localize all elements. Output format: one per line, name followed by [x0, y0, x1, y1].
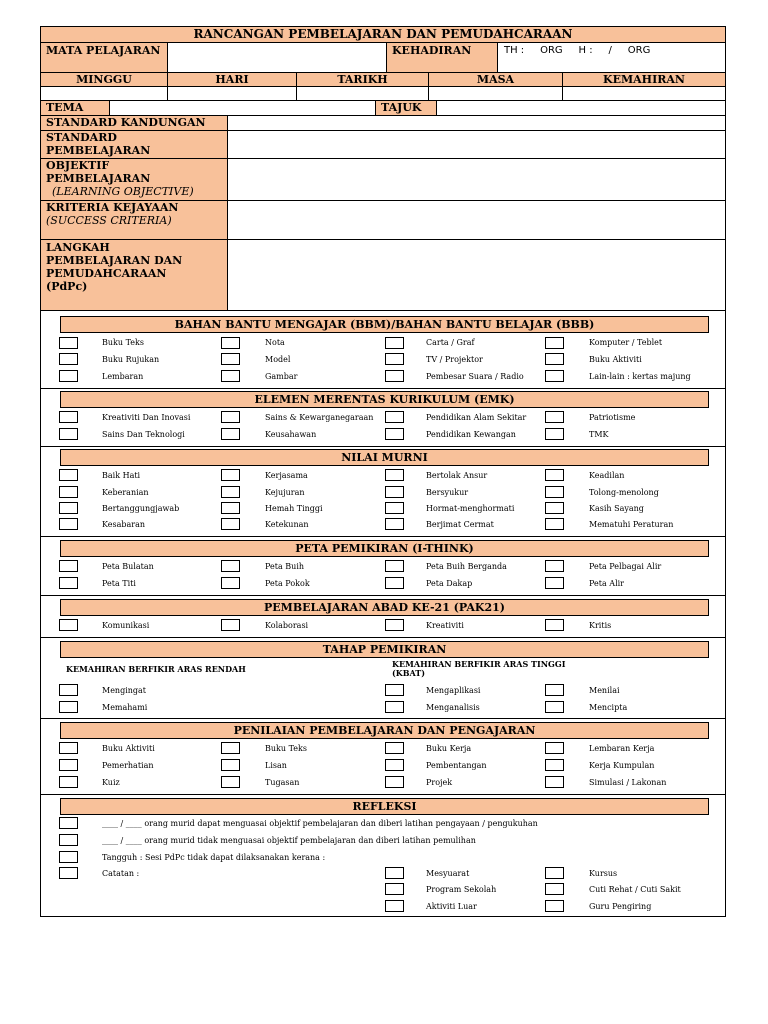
nilai-checkbox[interactable]	[545, 518, 564, 530]
penilaian-checkbox[interactable]	[59, 759, 78, 771]
emk-sains-kewarganegaraan-checkbox[interactable]	[221, 411, 240, 423]
objektif-field[interactable]	[227, 158, 726, 201]
pak21-item: Komunikasi	[102, 621, 150, 630]
standard-pembelajaran-label: STANDARD PEMBELAJARAN	[40, 130, 228, 159]
section-divider	[40, 536, 726, 537]
ithink-checkbox[interactable]	[59, 560, 78, 572]
catatan-label: Catatan :	[102, 869, 140, 878]
refleksi-checkbox[interactable]	[59, 867, 78, 879]
section-divider	[40, 446, 726, 447]
kbat-subheading: KEMAHIRAN BERFIKIR ARAS TINGGI (KBAT)	[392, 659, 566, 678]
penilaian-checkbox[interactable]	[545, 759, 564, 771]
refleksi-checkbox[interactable]	[59, 817, 78, 829]
penilaian-item: Projek	[426, 778, 453, 787]
penilaian-item: Lembaran Kerja	[589, 744, 655, 753]
nilai-checkbox[interactable]	[221, 502, 240, 514]
penilaian-checkbox[interactable]	[221, 742, 240, 754]
tahap-checkbox[interactable]	[385, 684, 404, 696]
bbm-item: Nota	[265, 338, 285, 347]
penilaian-item: Simulasi / Lakonan	[589, 778, 667, 787]
bbm-buku-rujukan-checkbox[interactable]	[59, 353, 78, 365]
penilaian-checkbox[interactable]	[221, 759, 240, 771]
penilaian-item: Pemerhatian	[102, 761, 154, 770]
bbm-item: Gambar	[265, 372, 298, 381]
ithink-item: Peta Buih	[265, 562, 305, 571]
ithink-item: Peta Pokok	[265, 579, 310, 588]
nilai-item: Kerjasama	[265, 471, 308, 480]
nilai-checkbox[interactable]	[385, 502, 404, 514]
emk-item: Keusahawan	[265, 430, 317, 439]
penilaian-checkbox[interactable]	[545, 742, 564, 754]
penilaian-title: PENILAIAN PEMBELAJARAN DAN PENGAJARAN	[60, 722, 709, 739]
langkah-label: LANGKAH PEMBELAJARAN DAN PEMUDAHCARAAN (PdPc)	[40, 239, 228, 311]
refleksi-line: ____ / ____ orang murid tidak menguasai objektif pembelajaran dan diberi latihan pemulihan	[102, 836, 476, 845]
standard-pembelajaran-field[interactable]	[227, 130, 726, 159]
bbm-komputer-checkbox[interactable]	[545, 337, 564, 349]
bbm-carta-checkbox[interactable]	[385, 337, 404, 349]
penilaian-item: Tugasan	[265, 778, 300, 787]
nilai-item: Baik Hati	[102, 471, 141, 480]
nilai-item: Bertolak Ansur	[426, 471, 488, 480]
emk-kreativiti-checkbox[interactable]	[59, 411, 78, 423]
emk-title: ELEMEN MERENTAS KURIKULUM (EMK)	[60, 391, 709, 408]
refleksi-checkbox[interactable]	[385, 867, 404, 879]
refleksi-checkbox[interactable]	[545, 883, 564, 895]
refleksi-item: Cuti Rehat / Cuti Sakit	[589, 885, 681, 894]
bbm-title: BAHAN BANTU MENGAJAR (BBM)/BAHAN BANTU BELAJAR (BBB)	[60, 316, 709, 333]
masa-field[interactable]	[428, 86, 563, 101]
kemahiran-field[interactable]	[562, 86, 726, 101]
tahap-checkbox[interactable]	[545, 701, 564, 713]
tahap-checkbox[interactable]	[545, 684, 564, 696]
bbm-item: Komputer / Teblet	[589, 338, 663, 347]
nilai-item: Tolong-menolong	[589, 488, 659, 497]
kemahiran-label: KEMAHIRAN	[562, 72, 726, 87]
refleksi-title: REFLEKSI	[60, 798, 709, 815]
emk-item: TMK	[589, 430, 609, 439]
tahap-item: Mengaplikasi	[426, 686, 481, 695]
kriteria-label-text: KRITERIA KEJAYAAN	[46, 201, 179, 214]
emk-item: Kreativiti Dan Inovasi	[102, 413, 191, 422]
nilai-item: Hormat-menghormati	[426, 504, 515, 513]
pak21-item: Kreativiti	[426, 621, 464, 630]
objektif-label-sub: (LEARNING OBJECTIVE)	[52, 185, 194, 198]
nilai-item: Berjimat Cermat	[426, 520, 494, 529]
ithink-checkbox[interactable]	[545, 560, 564, 572]
nilai-item: Kesabaran	[102, 520, 146, 529]
standard-kandungan-field[interactable]	[227, 115, 726, 131]
tahap-checkbox[interactable]	[385, 701, 404, 713]
bbm-model-checkbox[interactable]	[221, 353, 240, 365]
nilai-item: Mematuhi Peraturan	[589, 520, 674, 529]
penilaian-checkbox[interactable]	[385, 759, 404, 771]
objektif-label-text: OBJEKTIF PEMBELAJARAN	[46, 159, 151, 185]
tarikh-field[interactable]	[296, 86, 429, 101]
bbm-lain-lain-checkbox[interactable]	[545, 370, 564, 382]
nilai-checkbox[interactable]	[59, 518, 78, 530]
pak21-item: Kolaborasi	[265, 621, 309, 630]
mata-pelajaran-field[interactable]	[167, 42, 387, 73]
penilaian-item: Lisan	[265, 761, 287, 770]
penilaian-item: Pembentangan	[426, 761, 487, 770]
ithink-item: Peta Dakap	[426, 579, 473, 588]
tahap-checkbox[interactable]	[59, 701, 78, 713]
minggu-label: MINGGU	[40, 72, 168, 87]
section-divider	[40, 718, 726, 719]
nilai-item: Kasih Sayang	[589, 504, 644, 513]
bbm-pembesar-suara-checkbox[interactable]	[385, 370, 404, 382]
refleksi-line: ____ / ____ orang murid dapat menguasai objektif pembelajaran dan diberi latihan pengayaan / pengukuhan	[102, 819, 538, 828]
tahap-item: Memahami	[102, 703, 148, 712]
refleksi-checkbox[interactable]	[385, 900, 404, 912]
penilaian-checkbox[interactable]	[385, 776, 404, 788]
ithink-checkbox[interactable]	[385, 560, 404, 572]
tahap-item: Mengingat	[102, 686, 147, 695]
bbm-item: Carta / Graf	[426, 338, 475, 347]
bbm-item: Lain-lain : kertas majung	[589, 372, 691, 381]
emk-item: Sains & Kewarganegaraan	[265, 413, 374, 422]
bbm-item: Model	[265, 355, 291, 364]
kehadiran-field[interactable]: TH : ORG H : / ORG	[497, 42, 726, 73]
nilai-item: Keberanian	[102, 488, 149, 497]
nilai-title: NILAI MURNI	[60, 449, 709, 466]
bbm-item: Lembaran	[102, 372, 144, 381]
refleksi-checkbox[interactable]	[385, 883, 404, 895]
bbm-tv-checkbox[interactable]	[385, 353, 404, 365]
refleksi-item: Kursus	[589, 869, 618, 878]
hari-field[interactable]	[167, 86, 297, 101]
ithink-checkbox[interactable]	[221, 560, 240, 572]
nilai-item: Kejujuran	[265, 488, 305, 497]
emk-item: Patriotisme	[589, 413, 636, 422]
pak21-item: Kritis	[589, 621, 612, 630]
tahap-item: Menganalisis	[426, 703, 480, 712]
refleksi-checkbox[interactable]	[59, 834, 78, 846]
ithink-checkbox[interactable]	[59, 577, 78, 589]
emk-keusahawan-checkbox[interactable]	[221, 428, 240, 440]
refleksi-checkbox[interactable]	[545, 867, 564, 879]
tahap-checkbox[interactable]	[59, 684, 78, 696]
emk-kewangan-checkbox[interactable]	[385, 428, 404, 440]
nilai-checkbox[interactable]	[545, 469, 564, 481]
minggu-field[interactable]	[40, 86, 168, 101]
tarikh-label: TARIKH	[296, 72, 429, 87]
penilaian-checkbox[interactable]	[59, 742, 78, 754]
bbm-item: Buku Rujukan	[102, 355, 160, 364]
nilai-checkbox[interactable]	[221, 486, 240, 498]
penilaian-item: Kuiz	[102, 778, 120, 787]
tahap-title: TAHAP PEMIKIRAN	[60, 641, 709, 658]
section-divider	[40, 637, 726, 638]
penilaian-checkbox[interactable]	[545, 776, 564, 788]
emk-item: Sains Dan Teknologi	[102, 430, 185, 439]
penilaian-item: Buku Kerja	[426, 744, 472, 753]
refleksi-item: Aktiviti Luar	[426, 902, 477, 911]
tajuk-label: TAJUK	[375, 100, 437, 116]
nilai-item: Keadilan	[589, 471, 625, 480]
ithink-title: PETA PEMIKIRAN (I-THINK)	[60, 540, 709, 557]
emk-sains-teknologi-checkbox[interactable]	[59, 428, 78, 440]
refleksi-item: Guru Pengiring	[589, 902, 652, 911]
nilai-checkbox[interactable]	[221, 469, 240, 481]
hari-label: HARI	[167, 72, 297, 87]
bbm-item: Buku Aktiviti	[589, 355, 642, 364]
nilai-checkbox[interactable]	[545, 502, 564, 514]
tema-field[interactable]	[109, 100, 376, 116]
nilai-checkbox[interactable]	[545, 486, 564, 498]
ithink-item: Peta Buih Berganda	[426, 562, 507, 571]
tema-label: TEMA	[40, 100, 110, 116]
mata-pelajaran-label: MATA PELAJARAN	[40, 42, 168, 73]
tajuk-field[interactable]	[436, 100, 726, 116]
refleksi-item: Program Sekolah	[426, 885, 497, 894]
refleksi-checkbox[interactable]	[59, 851, 78, 863]
nilai-item: Bersyukur	[426, 488, 469, 497]
kriteria-label	[40, 200, 228, 240]
penilaian-checkbox[interactable]	[59, 776, 78, 788]
penilaian-checkbox[interactable]	[385, 742, 404, 754]
bbm-buku-aktiviti-checkbox[interactable]	[545, 353, 564, 365]
emk-patriotisme-checkbox[interactable]	[545, 411, 564, 423]
nilai-item: Ketekunan	[265, 520, 309, 529]
emk-item: Pendidikan Kewangan	[426, 430, 516, 439]
tahap-item: Mencipta	[589, 703, 628, 712]
ithink-checkbox[interactable]	[545, 577, 564, 589]
ithink-item: Peta Alir	[589, 579, 625, 588]
page-title: RANCANGAN PEMBELAJARAN DAN PEMUDAHCARAAN	[40, 26, 726, 43]
standard-kandungan-label: STANDARD KANDUNGAN	[40, 115, 228, 131]
bbm-gambar-checkbox[interactable]	[221, 370, 240, 382]
bbm-lembaran-checkbox[interactable]	[59, 370, 78, 382]
emk-alam-sekitar-checkbox[interactable]	[385, 411, 404, 423]
nilai-checkbox[interactable]	[385, 469, 404, 481]
bbm-item: TV / Projektor	[426, 355, 483, 364]
pak21-checkbox[interactable]	[545, 619, 564, 631]
nilai-checkbox[interactable]	[385, 486, 404, 498]
pak21-checkbox[interactable]	[385, 619, 404, 631]
ithink-checkbox[interactable]	[385, 577, 404, 589]
pak21-checkbox[interactable]	[59, 619, 78, 631]
pak21-checkbox[interactable]	[221, 619, 240, 631]
ithink-checkbox[interactable]	[221, 577, 240, 589]
tahap-item: Menilai	[589, 686, 620, 695]
nilai-checkbox[interactable]	[59, 486, 78, 498]
emk-item: Pendidikan Alam Sekitar	[426, 413, 527, 422]
masa-label: MASA	[428, 72, 563, 87]
ithink-item: Peta Pelbagai Alir	[589, 562, 662, 571]
penilaian-item: Buku Teks	[265, 744, 307, 753]
pak21-title: PEMBELAJARAN ABAD KE-21 (PAK21)	[60, 599, 709, 616]
kriteria-field[interactable]	[227, 200, 726, 240]
refleksi-line: Tangguh : Sesi PdPc tidak dapat dilaksanakan kerana :	[102, 853, 326, 862]
ithink-item: Peta Bulatan	[102, 562, 154, 571]
nilai-checkbox[interactable]	[59, 469, 78, 481]
bbm-nota-checkbox[interactable]	[221, 337, 240, 349]
nilai-checkbox[interactable]	[385, 518, 404, 530]
nilai-checkbox[interactable]	[59, 502, 78, 514]
section-divider	[40, 595, 726, 596]
refleksi-checkbox[interactable]	[545, 900, 564, 912]
nilai-item: Bertanggungjawab	[102, 504, 180, 513]
kriteria-label-sub: (SUCCESS CRITERIA)	[46, 214, 172, 227]
penilaian-checkbox[interactable]	[221, 776, 240, 788]
bbm-item: Pembesar Suara / Radio	[426, 372, 524, 381]
nilai-item: Hemah Tinggi	[265, 504, 323, 513]
section-divider	[40, 388, 726, 389]
refleksi-item: Mesyuarat	[426, 869, 470, 878]
nilai-checkbox[interactable]	[221, 518, 240, 530]
kehadiran-label: KEHADIRAN	[386, 42, 498, 73]
bbm-item: Buku Teks	[102, 338, 144, 347]
emk-tmk-checkbox[interactable]	[545, 428, 564, 440]
langkah-field[interactable]	[227, 239, 726, 311]
bbm-buku-teks-checkbox[interactable]	[59, 337, 78, 349]
ithink-item: Peta Titi	[102, 579, 136, 588]
penilaian-item: Kerja Kumpulan	[589, 761, 655, 770]
section-divider	[40, 794, 726, 795]
objektif-label	[40, 158, 228, 201]
penilaian-item: Buku Aktiviti	[102, 744, 155, 753]
krr-subheading: KEMAHIRAN BERFIKIR ARAS RENDAH	[66, 664, 246, 674]
